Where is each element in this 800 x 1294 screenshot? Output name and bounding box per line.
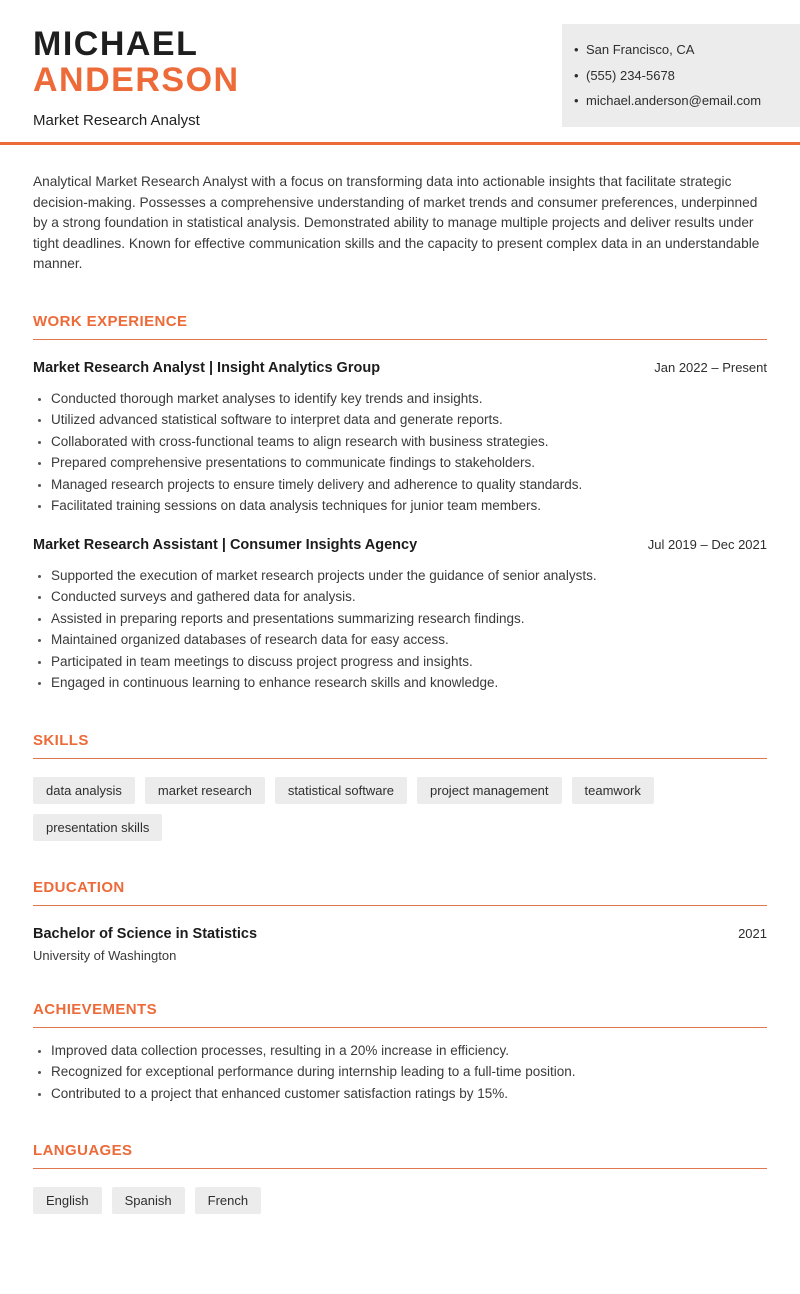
bullet-item: • Collaborated with cross-functional teams to align research with business strategies. [51, 431, 767, 453]
skill-chip: market research [145, 777, 265, 804]
achievements-bullets [33, 1040, 767, 1105]
bullet-item: • Maintained organized databases of research data for easy access. [51, 629, 767, 651]
header-divider [0, 142, 800, 145]
job-entry [33, 360, 767, 517]
bullet-item: • Prepared comprehensive presentations to communicate findings to stakeholders. [51, 452, 767, 474]
last-name: ANDERSON [33, 61, 240, 100]
bottom-spacer [33, 1214, 767, 1294]
job-header [33, 360, 767, 376]
education-row [33, 926, 767, 942]
section-work-experience [33, 313, 767, 694]
summary-paragraph: Analytical Market Research Analyst with a focus on transforming data into actionable insights that facilitate strategic decision-making. Possesses a comprehensive understanding of market trends and consumer preferences, underpinned by a strong foundation in statistical analysis. Demonstrated ability to manage multiple projects and deliver results under tight deadlines. Known for effective communication skills and the capacity to present complex data in an understandable manner. [33, 174, 760, 272]
bullet-item: • Supported the execution of market research projects under the guidance of senior analysts. [51, 565, 767, 587]
education-degree: Bachelor of Science in Statistics [33, 925, 258, 942]
contact-item: • San Francisco, CA [574, 37, 786, 63]
skill-chip: teamwork [572, 777, 654, 804]
bullet-item: • Managed research projects to ensure timely delivery and adherence to quality standards. [51, 474, 767, 496]
skills-heading: SKILLS [33, 732, 767, 759]
contact-item: • michael.anderson@email.com [574, 88, 786, 114]
language-chip: French [195, 1187, 261, 1214]
section-education [33, 879, 767, 963]
job-title-company: Market Research Assistant | Consumer Insights Agency [33, 536, 418, 553]
skills-chip-list [33, 777, 767, 841]
bullet-item: • Utilized advanced statistical software to interpret data and generate reports. [51, 409, 767, 431]
bullet-item: • Conducted surveys and gathered data for analysis. [51, 586, 767, 608]
contact-box [562, 24, 800, 127]
bullet-item: • Facilitated training sessions on data analysis techniques for junior team members. [51, 495, 767, 517]
job-header [33, 537, 767, 553]
bullet-item: • Conducted thorough market analyses to identify key trends and insights. [51, 388, 767, 410]
name-block [33, 24, 240, 129]
achievements-heading: ACHIEVEMENTS [33, 1001, 767, 1028]
bullet-item: • Recognized for exceptional performance during internship leading to a full-time position. [51, 1061, 767, 1083]
languages-chip-list [33, 1187, 767, 1214]
education-school: University of Washington [33, 947, 177, 963]
job-title-company: Market Research Analyst | Insight Analytics Group [33, 359, 381, 376]
languages-heading: LANGUAGES [33, 1142, 767, 1169]
bullet-item: • Contributed to a project that enhanced customer satisfaction ratings by 15%. [51, 1083, 767, 1105]
skill-chip: statistical software [275, 777, 407, 804]
bullet-item: • Participated in team meetings to discuss project progress and insights. [51, 651, 767, 673]
section-skills [33, 732, 767, 841]
job-bullets [33, 388, 767, 517]
education-heading: EDUCATION [33, 879, 767, 906]
job-dates: Jul 2019 – Dec 2021 [647, 536, 767, 552]
contact-item: • (555) 234-5678 [574, 63, 786, 89]
skill-chip: presentation skills [33, 814, 162, 841]
education-year: 2021 [738, 925, 767, 941]
job-dates: Jan 2022 – Present [654, 359, 767, 375]
skill-chip: data analysis [33, 777, 135, 804]
first-name: MICHAEL [33, 25, 199, 63]
work-experience-heading: WORK EXPERIENCE [33, 313, 767, 340]
header-job-title: Market Research Analyst [33, 112, 200, 130]
bullet-item: • Assisted in preparing reports and presentations summarizing research findings. [51, 608, 767, 630]
bullet-item: • Engaged in continuous learning to enhance research skills and knowledge. [51, 672, 767, 694]
bullet-item: • Improved data collection processes, resulting in a 20% increase in efficiency. [51, 1040, 767, 1062]
section-achievements [33, 1001, 767, 1105]
language-chip: English [33, 1187, 102, 1214]
skill-chip: project management [417, 777, 562, 804]
language-chip: Spanish [112, 1187, 185, 1214]
section-languages [33, 1142, 767, 1214]
job-bullets [33, 565, 767, 694]
resume-content [0, 172, 800, 1294]
resume-header [0, 0, 800, 129]
job-entry [33, 537, 767, 694]
